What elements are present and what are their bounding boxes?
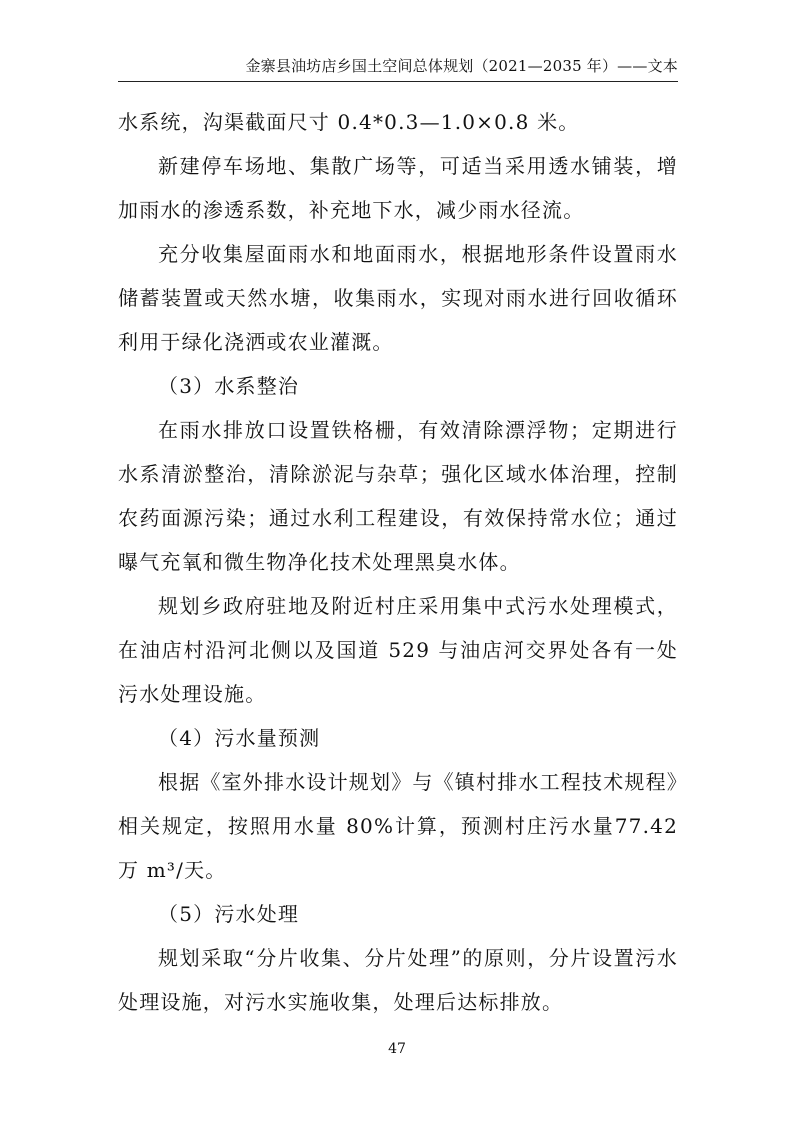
paragraph-rainwater-collection: 充分收集屋面雨水和地面雨水，根据地形条件设置雨水储蓄装置或天然水塘，收集雨水，实现对雨水进行回收循环利用于绿化浇洒或农业灌溉。 [118,242,678,354]
section-heading-sewage-forecast: （4）污水量预测 [158,726,321,750]
paragraph-centralized-sewage: 规划乡政府驻地及附近村庄采用集中式污水处理模式，在油店村沿河北侧以及国道 529 与油店河交界处各有一处污水处理设施。 [118,594,678,706]
paragraph-drainage-continuation: 水系统，沟渠截面尺寸 0.4*0.3—1.0×0.8 米。 [118,110,580,134]
header-divider [118,81,678,82]
paragraph-sewage-treatment: 规划采取“分片收集、分片处理”的原则，分片设置污水处理设施，对污水实施收集，处理后达标排放。 [118,946,678,1014]
paragraph-sewage-forecast: 根据《室外排水设计规划》与《镇村排水工程技术规程》相关规定，按照用水量 80%计算，预测村庄污水量77.42 万 m³/天。 [118,770,678,882]
section-heading-sewage-treatment: （5）污水处理 [158,902,300,926]
paragraph-permeable-paving: 新建停车场地、集散广场等，可适当采用透水铺装，增加雨水的渗透系数，补充地下水，减少雨水径流。 [118,154,678,222]
section-heading-water-system-remediation: （3）水系整治 [158,374,300,398]
page-header: 金寨县油坊店乡国土空间总体规划（2021—2035 年）——文本 [245,57,678,75]
page-number: 47 [388,1041,406,1057]
document-body [118,100,678,1024]
paragraph-water-remediation: 在雨水排放口设置铁格栅，有效清除漂浮物；定期进行水系清淤整治，清除淤泥与杂草；强化区域水体治理，控制农药面源污染；通过水利工程建设，有效保持常水位；通过曝气充氧和微生物净化技术处理黑臭水体。 [118,418,678,574]
